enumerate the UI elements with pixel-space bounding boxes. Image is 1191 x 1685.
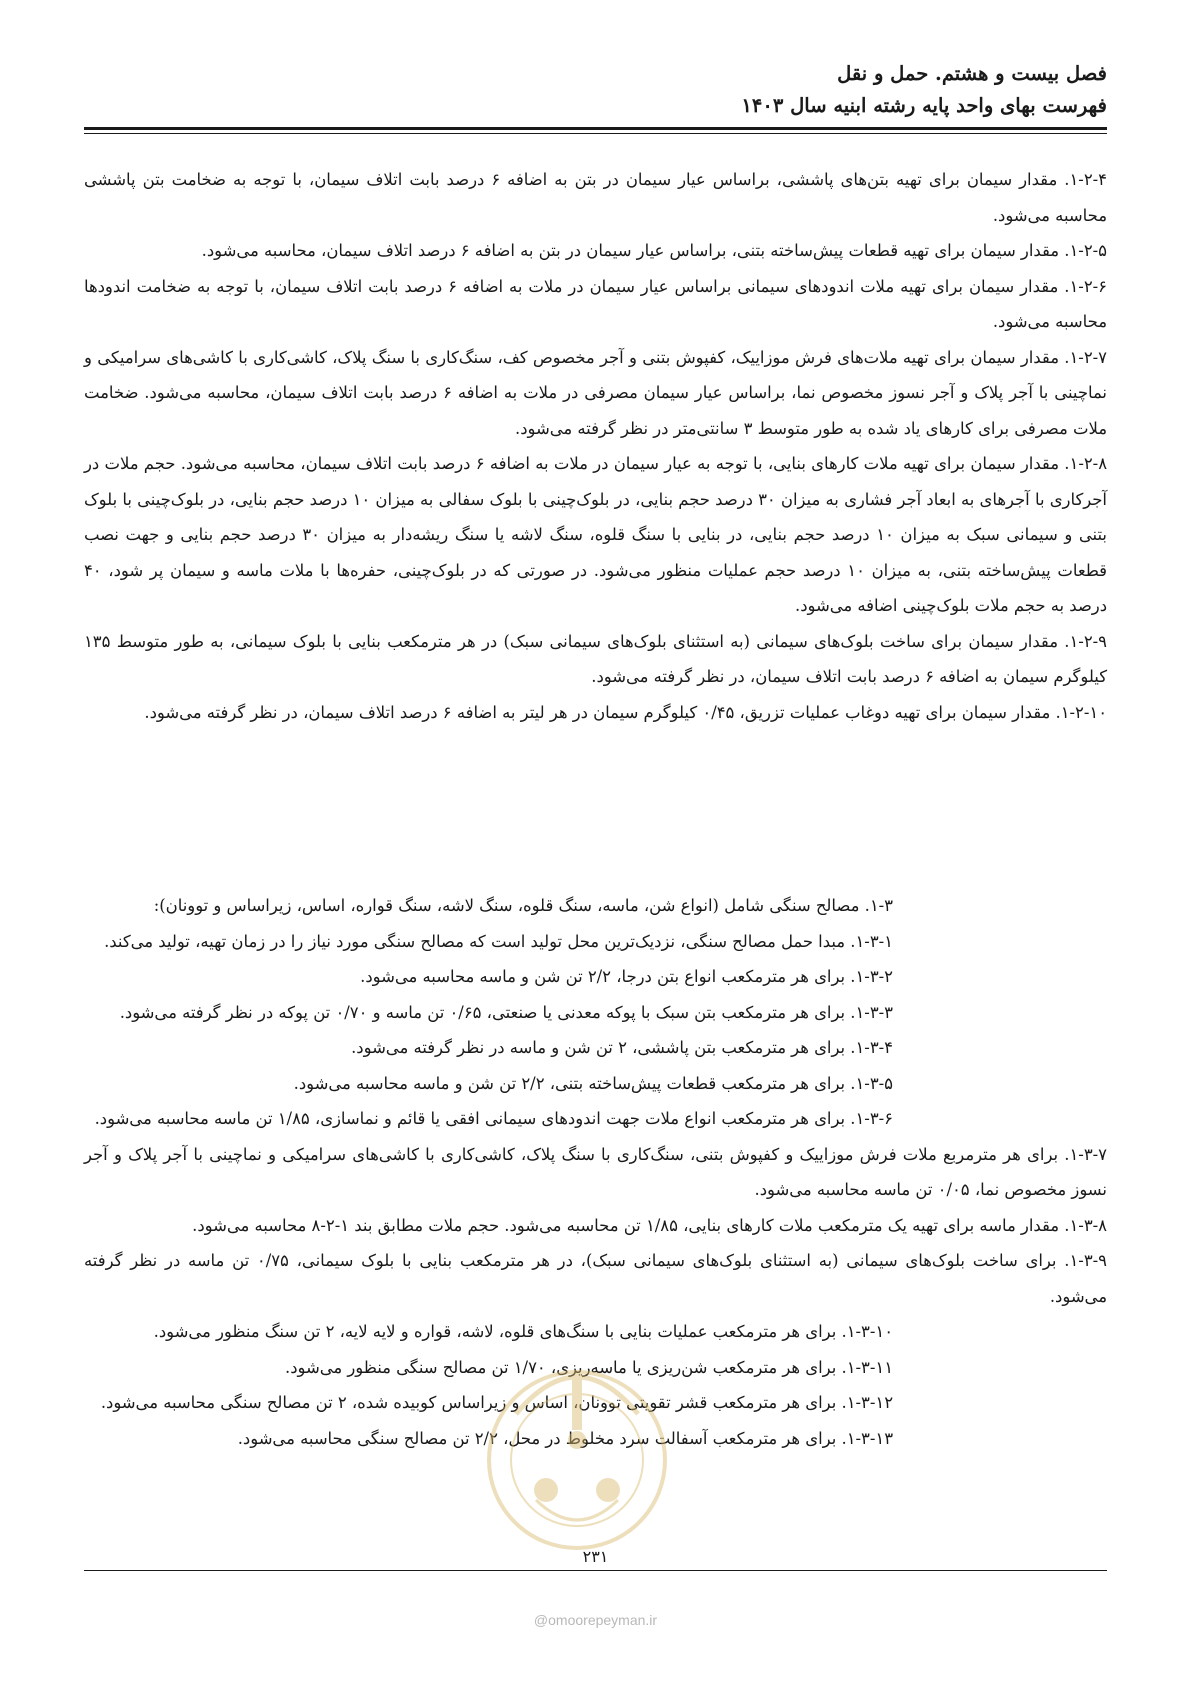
watermark-seal-icon [476,1330,678,1558]
paragraph-1-3-4: ۱-۳-۴. برای هر مترمکعب بتن پاششی، ۲ تن شن و ماسه در نظر گرفته می‌شود. [351,1038,893,1057]
watermark-handle: @omoorepeyman.ir [533,1612,658,1628]
paragraph-1-3-11: ۱-۳-۱۱. برای هر مترمکعب شن‌ریزی یا ماسه‌ریزی، ۱/۷۰ تن مصالح سنگی منظور می‌شود. [285,1357,893,1377]
paragraph-1-3-3: ۱-۳-۳. برای هر مترمکعب بتن سبک با پوکه معدنی یا صنعتی، ۰/۶۵ تن ماسه و ۰/۷۰ تن پوکه در نظر گرفته می‌شود. [119,1002,893,1022]
paragraph-1-3-5: ۱-۳-۵. برای هر مترمکعب قطعات پیش‌ساخته بتنی، ۲/۲ تن شن و ماسه محاسبه می‌شود. [293,1073,893,1093]
paragraph-1-3-13: ۱-۳-۱۳. برای هر مترمکعب آسفالت سرد مخلوط در محل، ۲/۲ تن مصالح سنگی محاسبه می‌شود. [237,1428,893,1448]
paragraph-1-3-6: ۱-۳-۶. برای هر مترمکعب انواع ملات جهت اندودهای سیمانی افقی یا قائم و نماسازی، ۱/۸۵ تن ماسه محاسبه می‌شود. [94,1109,893,1128]
paragraph-1-3-10: ۱-۳-۱۰. برای هر مترمکعب عملیات بنایی با سنگ‌های قلوه، لاشه، قواره و لایه لایه، ۲ تن سنگ منظور می‌شود. [153,1322,893,1341]
paragraph-1-2-8: ۱-۲-۸. مقدار سیمان برای تهیه ملات کارهای بنایی، با توجه به عیار سیمان در ملات به اضافه ۶ درصد بابت اتلاف سیمان، محاسبه می‌شود. حجم ملات در آجرکاری با آجرهای به ابعاد آجر فشاری به میزان ۳۰ درصد حجم بنایی، در بلوک‌چینی با بلوک سفالی به میزان ۱۰ درصد حجم بنایی، در بلوک‌چینی با بلوک بتنی و سیمانی سبک به میزان ۱۰ درصد حجم بنایی، در بنایی با سنگ قلوه، سنگ لاشه یا سنگ ریشه‌دار به میزان ۳۰ درصد حجم بنایی و جهت نصب قطعات پیش‌ساخته بتنی، به میزان ۱۰ درصد حجم عملیات منظور می‌شود. در صورتی که در بلوک‌چینی، حفره‌ها با ملات ماسه و سیمان پر شود، ۴۰ درصد به حجم ملات بلوک‌چینی اضافه می‌شود. [84,454,1108,615]
chapter-title: فصل بیست و هشتم. حمل و نقل [837,62,1107,85]
paragraph-1-2-7: ۱-۲-۷. مقدار سیمان برای تهیه ملات‌های فرش موزاییک، کفپوش بتنی و آجر مخصوص کف، سنگ‌کاری با سنگ پلاک، کاشی‌کاری با کاشی‌های سرامیکی و نماچینی با آجر پلاک و آجر نسوز مخصوص نما، براساس عیار سیمان مصرفی در ملات به اضافه ۶ درصد بابت اتلاف سیمان، محاسبه می‌شود. ضخامت ملات مصرفی برای کارهای یاد شده به طور متوسط ۳ سانتی‌متر در نظر گرفته می‌شود. [84,347,1107,438]
paragraph-1-3-2: ۱-۳-۲. برای هر مترمکعب انواع بتن درجا، ۲/۲ تن شن و ماسه محاسبه می‌شود. [360,967,893,986]
paragraph-1-2-10: ۱-۲-۱۰. مقدار سیمان برای تهیه دوغاب عملیات تزریق، ۰/۴۵ کیلوگرم سیمان در هر لیتر به اضافه ۶ درصد اتلاف سیمان، در نظر گرفته می‌شود. [144,702,1107,722]
paragraph-1-3-9: ۱-۳-۹. برای ساخت بلوک‌های سیمانی (به استثنای بلوک‌های سیمانی سبک)، در هر مترمکعب بنایی با بلوک سیمانی، ۰/۷۵ تن ماسه در نظر گرفته می‌شود. [84,1251,1107,1306]
paragraph-1-2-9: ۱-۲-۹. مقدار سیمان برای ساخت بلوک‌های سیمانی (به استثنای بلوک‌های سیمانی سبک) در هر مترمکعب بنایی با بلوک سیمانی، به طور متوسط ۱۳۵ کیلوگرم سیمان به اضافه ۶ درصد بابت اتلاف سیمان، در نظر گرفته می‌شود. [84,631,1107,686]
page-number: ۲۳۱ [582,1547,609,1566]
paragraph-1-3-12: ۱-۳-۱۲. برای هر مترمکعب قشر تقویتی توونان، اساس و زیراساس کوبیده شده، ۲ تن مصالح سنگی محاسبه می‌شود. [100,1393,893,1412]
section-cement-quantities [84,162,1107,730]
footer-rule [84,1570,1107,1571]
paragraph-1-2-5: ۱-۲-۵. مقدار سیمان برای تهیه قطعات پیش‌ساخته بتنی، براساس عیار سیمان در بتن به اضافه ۶ درصد اتلاف سیمان، محاسبه می‌شود. [201,241,1107,260]
paragraph-1-3: ۱-۳. مصالح سنگی شامل (انواع شن، ماسه، سنگ قلوه، سنگ لاشه، سنگ قواره، اساس، زیراساس و توونان): [153,896,893,915]
paragraph-1-2-4: ۱-۲-۴. مقدار سیمان برای تهیه بتن‌های پاششی، براساس عیار سیمان در بتن به اضافه ۶ درصد بابت اتلاف سیمان، با توجه به ضخامت بتن پاششی محاسبه می‌شود. [84,170,1107,225]
list-title: فهرست بهای واحد پایه رشته ابنیه سال ۱۴۰۳ [741,94,1107,117]
header-rule-thin [84,133,1107,134]
header-rule-thick [84,127,1107,130]
paragraph-1-3-7: ۱-۳-۷. برای هر مترمربع ملات فرش موزاییک و کفپوش بتنی، سنگ‌کاری با سنگ پلاک، کاشی‌کاری با کاشی‌های سرامیکی و نماچینی با آجر پلاک و آجر نسوز مخصوص نما، ۰/۰۵ تن ماسه محاسبه می‌شود. [84,1144,1107,1199]
paragraph-1-3-1: ۱-۳-۱. مبدا حمل مصالح سنگی، نزدیک‌ترین محل تولید است که مصالح سنگی مورد نیاز را در زمان تهیه، تولید می‌کند. [104,931,893,951]
paragraph-1-3-8: ۱-۳-۸. مقدار ماسه برای تهیه یک مترمکعب ملات کارهای بنایی، ۱/۸۵ تن محاسبه می‌شود. حجم ملات مطابق بند ۱-۲-۸ محاسبه می‌شود. [192,1215,1107,1235]
paragraph-1-2-6: ۱-۲-۶. مقدار سیمان برای تهیه ملات اندودهای سیمانی براساس عیار سیمان در ملات به اضافه ۶ درصد بابت اتلاف سیمان، با توجه به ضخامت اندودها محاسبه می‌شود. [84,276,1107,331]
page-header [84,58,1107,122]
